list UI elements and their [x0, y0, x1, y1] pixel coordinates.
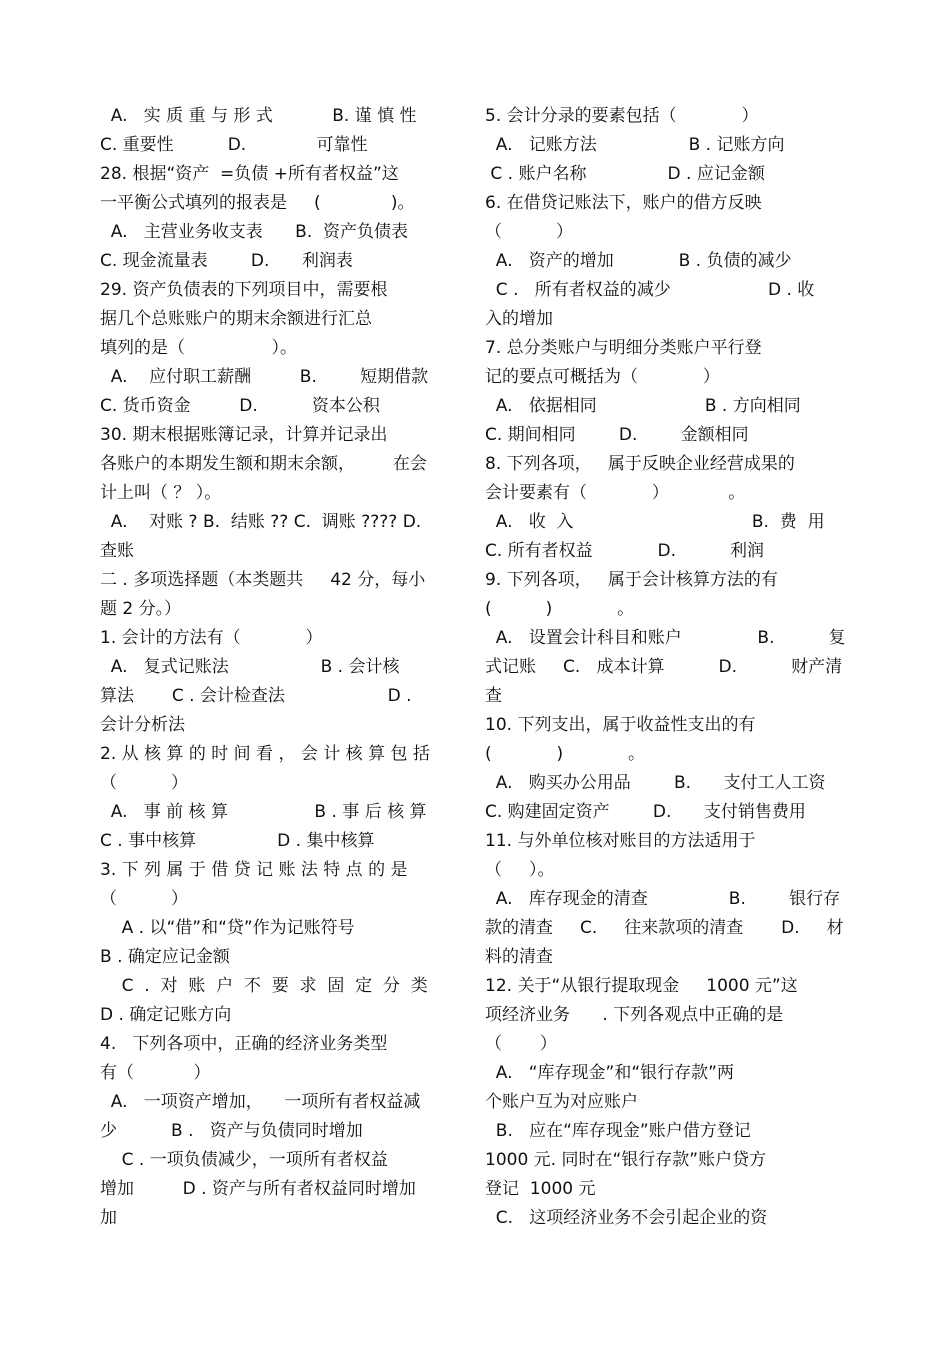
text-line: C . 一项负债减少，一项所有者权益 [100, 1150, 388, 1170]
text-line: 项经济业务 . 下列各观点中正确的是 [485, 1005, 784, 1025]
text-line: A. 复式记账法 B . 会计核 [100, 657, 400, 677]
text-line: 8. 下列各项， 属于反映企业经营成果的 [485, 454, 795, 474]
text-line: 料的清查 [485, 947, 553, 967]
text-line: A. 设置会计科目和账户 B. 复 [485, 628, 846, 648]
text-line: （ ） [485, 222, 574, 242]
text-line: 30. 期末根据账簿记录，计算并记录出 [100, 425, 388, 445]
text-line: 式记账 C. 成本计算 D. 财产清 [485, 657, 843, 677]
text-line: A. 购买办公用品 B. 支付工人工资 [485, 773, 826, 793]
text-line: 查账 [100, 541, 134, 561]
text-line: 计上叫（ ？ ）。 [100, 483, 222, 503]
text-line: 6. 在借贷记账法下，账户的借方反映 [485, 193, 762, 213]
text-line: A. 事 前 核 算 B . 事 后 核 算 [100, 802, 427, 822]
text-line: 少 B . 资产与负债同时增加 [100, 1121, 363, 1141]
text-line: C . 对 账 户 不 要 求 固 定 分 类 [100, 976, 428, 996]
text-line: A. 资产的增加 B . 负债的减少 [485, 251, 792, 271]
text-line: 5. 会计分录的要素包括（ ） [485, 106, 759, 126]
text-line: 算法 C . 会计检查法 D . [100, 686, 412, 706]
text-line: C . 账户名称 D . 应记金额 [485, 164, 765, 184]
text-line: 1. 会计的方法有（ ） [100, 628, 323, 648]
text-line: 9. 下列各项， 属于会计核算方法的有 [485, 570, 778, 590]
text-line: 12. 关于“从银行提取现金 1000 元”这 [485, 976, 798, 996]
text-line: C. 这项经济业务不会引起企业的资 [485, 1208, 768, 1228]
text-line: B. 应在“库存现金”账户借方登记 [485, 1121, 751, 1141]
text-line: 会计要素有（ ） 。 [485, 483, 746, 503]
text-line: C. 重要性 D. 可靠性 [100, 135, 368, 155]
text-line: 加 [100, 1208, 117, 1228]
text-line: 1000 元. 同时在“银行存款”账户贷方 [485, 1150, 767, 1170]
text-line: A. 库存现金的清查 B. 银行存 [485, 889, 841, 909]
text-line: A . 以“借”和“贷”作为记账符号 [100, 918, 355, 938]
text-line: 有（ ） [100, 1063, 211, 1083]
text-line: C . 所有者权益的减少 D . 收 [485, 280, 815, 300]
text-line: 29. 资产负债表的下列项目中，需要根 [100, 280, 388, 300]
text-line: 11. 与外单位核对账目的方法适用于 [485, 831, 756, 851]
text-line: ( ) 。 [485, 744, 645, 764]
text-line: （ ） [485, 1034, 557, 1054]
text-line: （ ） [100, 889, 189, 909]
text-line: 2. 从 核 算 的 时 间 看 ， 会 计 核 算 包 括 [100, 744, 430, 764]
text-line: A. 主营业务收支表 B. 资产负债表 [100, 222, 409, 242]
text-line: 28. 根据“资产 =负债 +所有者权益”这 [100, 164, 399, 184]
text-line: 登记 1000 元 [485, 1179, 596, 1199]
left-column [100, 102, 455, 1233]
text-line: C. 期间相同 D. 金额相同 [485, 425, 749, 445]
text-line: 一平衡公式填列的报表是 ( )。 [100, 193, 415, 213]
text-line: 款的清查 C. 往来款项的清查 D. 材 [485, 918, 844, 938]
text-line: B . 确定应记金额 [100, 947, 230, 967]
text-line: 各账户的本期发生额和期末余额， 在会 [100, 454, 427, 474]
text-line: C. 现金流量表 D. 利润表 [100, 251, 353, 271]
text-line: （ ）。 [485, 860, 555, 880]
text-line: D . 确定记账方向 [100, 1005, 232, 1025]
text-line: 据几个总账账户的期末余额进行汇总 [100, 309, 372, 329]
text-line: A. 收 入 B. 费 用 [485, 512, 825, 532]
text-line: （ ） [100, 773, 189, 793]
text-line: 10. 下列支出，属于收益性支出的有 [485, 715, 756, 735]
text-line: 4. 下列各项中，正确的经济业务类型 [100, 1034, 388, 1054]
text-line: 增加 D . 资产与所有者权益同时增加 [100, 1179, 416, 1199]
right-column [485, 102, 846, 1233]
text-line: 二 . 多项选择题（本类题共 42 分，每小 [100, 570, 426, 590]
text-line: A. 对账 ? B. 结账 ?? C. 调账 ???? D. [100, 512, 422, 532]
text-line: 查 [485, 686, 502, 706]
text-line: 个账户互为对应账户 [485, 1092, 638, 1112]
text-line: 入的增加 [485, 309, 553, 329]
text-line: A. 应付职工薪酬 B. 短期借款 [100, 367, 429, 387]
text-line: C. 购建固定资产 D. 支付销售费用 [485, 802, 806, 822]
text-line: C. 所有者权益 D. 利润 [485, 541, 765, 561]
text-line: A. 记账方法 B . 记账方向 [485, 135, 785, 155]
text-line: 记的要点可概括为（ ） [485, 367, 720, 387]
text-line: A. “库存现金”和“银行存款”两 [485, 1063, 734, 1083]
text-line: C . 事中核算 D . 集中核算 [100, 831, 375, 851]
text-line: A. 依据相同 B . 方向相同 [485, 396, 801, 416]
text-line: 会计分析法 [100, 715, 185, 735]
text-line: ( ) 。 [485, 599, 635, 619]
text-line: C. 货币资金 D. 资本公积 [100, 396, 380, 416]
text-line: A. 实 质 重 与 形 式 B. 谨 慎 性 [100, 106, 417, 126]
text-line: 3. 下 列 属 于 借 贷 记 账 法 特 点 的 是 [100, 860, 408, 880]
text-line: 填列的是（ ）。 [100, 338, 297, 358]
text-line: A. 一项资产增加， 一项所有者权益减 [100, 1092, 421, 1112]
text-line: 题 2 分。） [100, 599, 182, 619]
text-line: 7. 总分类账户与明细分类账户平行登 [485, 338, 762, 358]
